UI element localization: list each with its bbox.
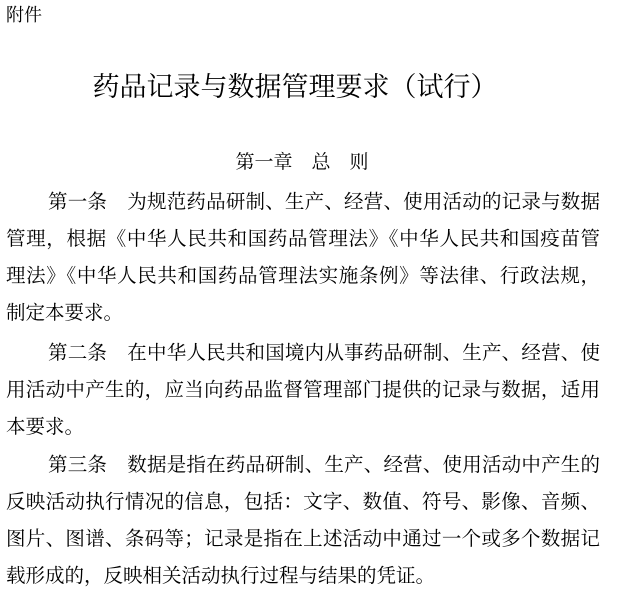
chapter-heading: 第一章 总 则: [235, 151, 369, 173]
article-2-text: 在中华人民共和国境内从事药品研制、生产、经营、使用活动中产生的，应当向药品监督管理部门提供的记录与数据，适用本要求。: [6, 341, 600, 438]
article-1: [6, 183, 600, 331]
article-3-text: 数据是指在药品研制、生产、经营、使用活动中产生的反映活动执行情况的信息，包括：文字、数值、符号、影像、音频、图片、图谱、条码等；记录是指在上述活动中通过一个或多个数据记载形成的，反映相关活动执行过程与结果的凭证。: [6, 453, 600, 587]
document-title: 药品记录与数据管理要求（试行）: [92, 72, 498, 103]
article-1-text: 为规范药品研制、生产、经营、使用活动的记录与数据管理，根据《中华人民共和国药品管理法》《中华人民共和国疫苗管理法》《中华人民共和国药品管理法实施条例》等法律、行政法规，制定本要求。: [6, 190, 600, 324]
attachment-label: 附件: [6, 5, 42, 26]
article-2-number: 第二条: [48, 341, 108, 364]
article-3-number: 第三条: [48, 453, 108, 476]
article-3: [6, 446, 600, 594]
article-1-number: 第一条: [48, 190, 108, 213]
article-2: [6, 334, 600, 445]
